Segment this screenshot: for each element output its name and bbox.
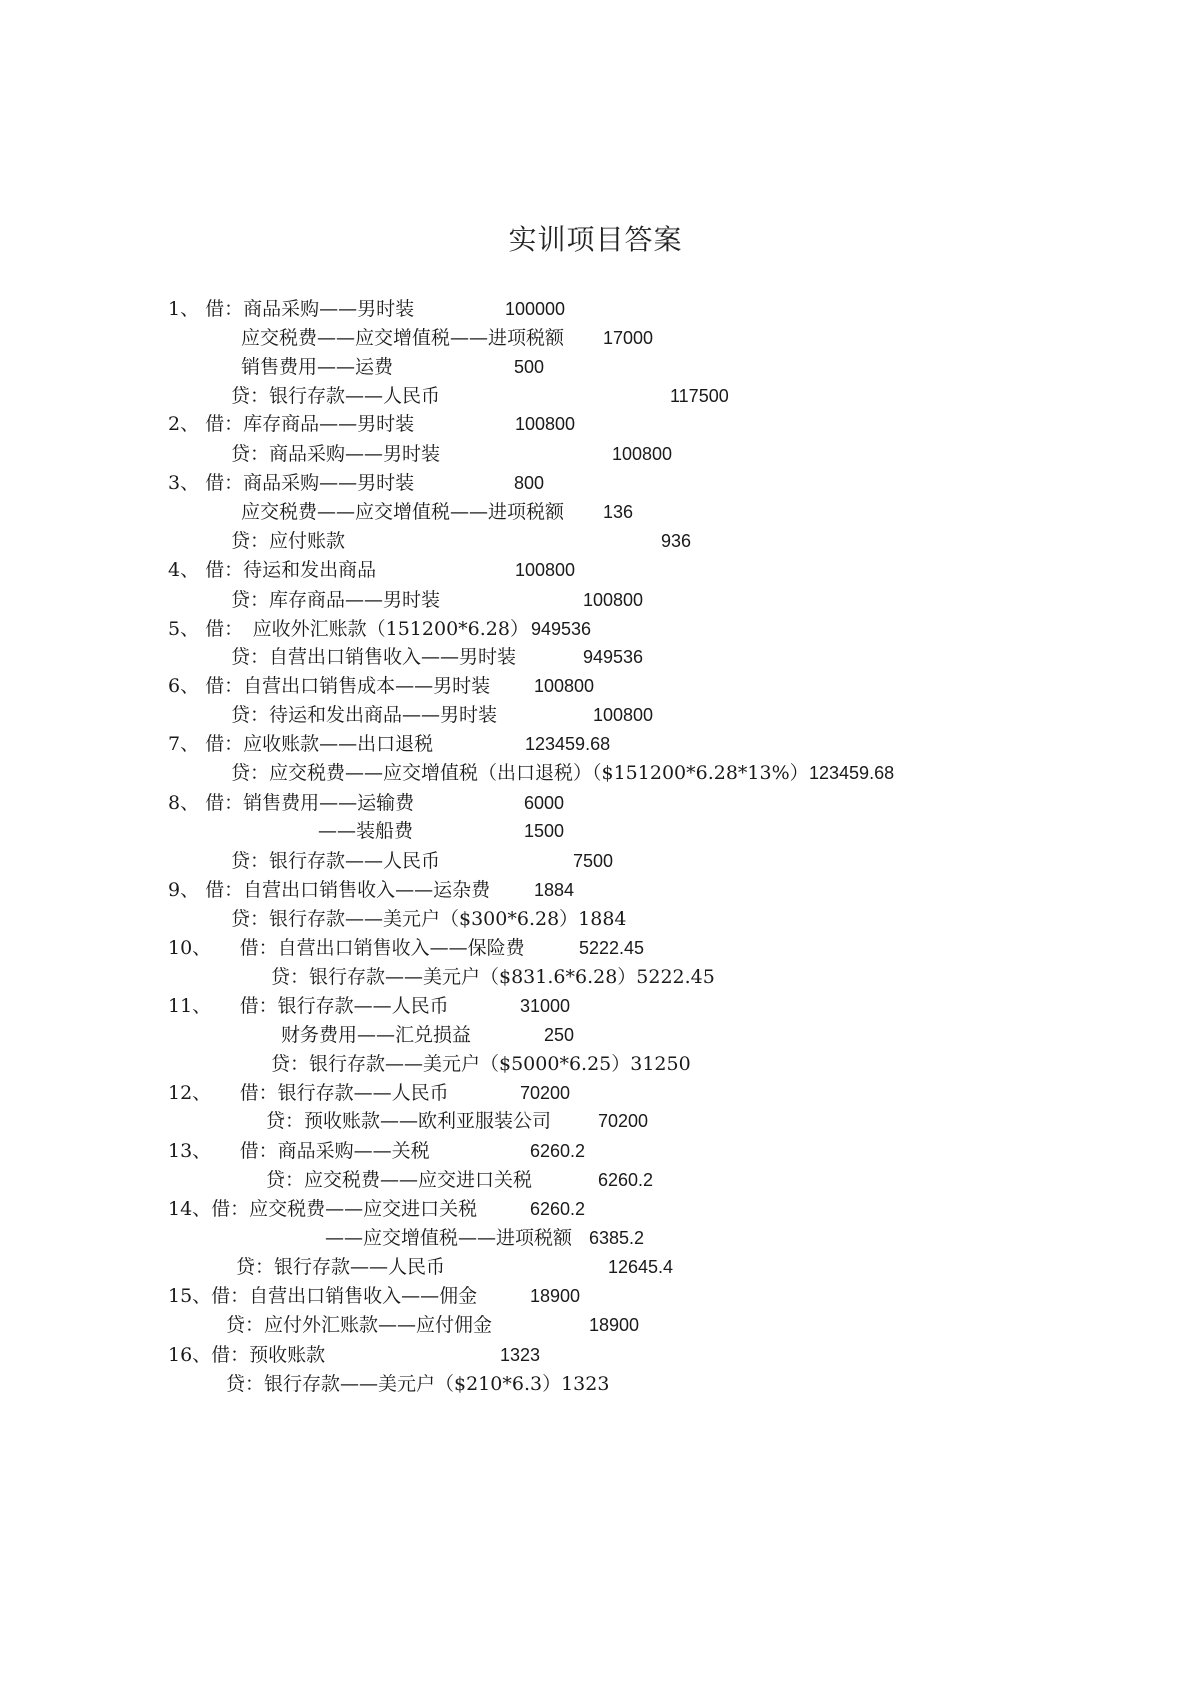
entry-amount: 500 (514, 357, 545, 377)
entry-amount: 100800 (534, 676, 595, 696)
entry-line (0, 295, 1191, 323)
page-title: 实训项目答案 (508, 223, 683, 256)
entry-line (0, 847, 1191, 875)
entry-line (0, 1253, 1191, 1281)
entry-line (0, 643, 1191, 671)
entry-amount: 6260.2 (530, 1199, 586, 1219)
entry-text: 贷：应付账款 (231, 530, 346, 552)
entry-line (0, 1079, 1191, 1107)
entry-line (0, 876, 1191, 904)
entry-text: 贷：应交税费——应交进口关税 (266, 1169, 533, 1191)
entry-line (0, 1224, 1191, 1252)
entry-line (0, 1370, 1191, 1398)
entry-text: 贷：银行存款——人民币 (236, 1256, 446, 1278)
entry-text: 4、 借：待运和发出商品 (168, 559, 377, 581)
entry-text: 1、 借：商品采购——男时装 (168, 298, 415, 320)
entry-line (0, 382, 1191, 410)
entry-text: 贷：银行存款——美元户（$831.6*6.28）5222.45 (271, 966, 715, 988)
entry-text: 贷：库存商品——男时装 (231, 589, 441, 611)
entry-amount: 250 (544, 1025, 575, 1045)
entry-line (0, 353, 1191, 381)
entry-amount: 6385.2 (589, 1228, 645, 1248)
entry-amount: 18900 (589, 1315, 640, 1335)
entry-line (0, 701, 1191, 729)
entry-amount: 100800 (515, 414, 576, 434)
entry-amount: 136 (603, 502, 634, 522)
entry-amount: 7500 (573, 851, 614, 871)
entry-text: 13、 借：商品采购——关税 (168, 1140, 430, 1162)
entry-amount: 12645.4 (608, 1257, 674, 1277)
entry-text: 3、 借：商品采购——男时装 (168, 472, 415, 494)
entry-amount: 123459.68 (525, 734, 611, 754)
entry-amount: 949536 (583, 647, 644, 667)
entry-text: 贷：自营出口销售收入——男时装 (231, 646, 517, 668)
entry-amount: 100000 (505, 299, 566, 319)
entry-line (0, 410, 1191, 438)
entry-line (0, 1107, 1191, 1135)
entry-text: 贷：预收账款——欧利亚服装公司 (266, 1110, 552, 1132)
entry-line (0, 615, 1191, 643)
entry-line (0, 498, 1191, 526)
entry-line (0, 1166, 1191, 1194)
entry-amount: 1323 (500, 1345, 541, 1365)
entry-line (0, 469, 1191, 497)
entry-line (0, 324, 1191, 352)
entry-line (0, 759, 1191, 787)
entry-text: 8、 借：销售费用——运输费 (168, 792, 415, 814)
entry-amount: 70200 (598, 1111, 649, 1131)
entry-line (0, 1050, 1191, 1078)
entry-amount: 100800 (583, 590, 644, 610)
entry-text: 12、 借：银行存款——人民币 (168, 1082, 449, 1104)
entry-amount: 6260.2 (598, 1170, 654, 1190)
entry-text: 应交税费——应交增值税——进项税额 (241, 501, 565, 523)
entry-line (0, 992, 1191, 1020)
entry-line (0, 905, 1191, 933)
entry-line (0, 672, 1191, 700)
entry-amount: 100800 (515, 560, 576, 580)
entry-text: 应交税费——应交增值税——进项税额 (241, 327, 565, 349)
entry-amount: 18900 (530, 1286, 581, 1306)
entry-text: 贷：待运和发出商品——男时装 (231, 704, 498, 726)
entry-amount: 31000 (520, 996, 571, 1016)
entry-line (0, 556, 1191, 584)
entry-amount: 17000 (603, 328, 654, 348)
entry-text: 贷：银行存款——人民币 (231, 385, 441, 407)
entry-text: 贷：应交税费——应交增值税（出口退税）（$151200*6.28*13%） (231, 762, 809, 784)
entry-text: 14、借：应交税费——应交进口关税 (168, 1198, 478, 1220)
entry-line (0, 1195, 1191, 1223)
entry-text: 贷：商品采购——男时装 (231, 443, 441, 465)
entry-amount: 6000 (524, 793, 565, 813)
entry-amount: 949536 (531, 619, 592, 639)
entry-amount: 100800 (593, 705, 654, 725)
entry-text: ——应交增值税——进项税额 (325, 1227, 573, 1249)
entry-text: 7、 借：应收账款——出口退税 (168, 733, 434, 755)
entry-line (0, 1137, 1191, 1165)
entry-text: 2、 借：库存商品——男时装 (168, 413, 415, 435)
entry-text: 贷：应付外汇账款——应付佣金 (226, 1314, 493, 1336)
entry-amount: 123459.68 (809, 763, 895, 783)
entry-text: 贷：银行存款——人民币 (231, 850, 441, 872)
entry-amount: 70200 (520, 1083, 571, 1103)
entry-text: 销售费用——运费 (241, 356, 394, 378)
entry-line (0, 934, 1191, 962)
entry-line (0, 730, 1191, 758)
entry-text: 9、 借：自营出口销售收入——运杂费 (168, 879, 491, 901)
entry-text: 贷：银行存款——美元户（$300*6.28）1884 (231, 908, 627, 930)
entry-line (0, 1282, 1191, 1310)
entry-text: ——装船费 (318, 820, 414, 842)
entry-amount: 5222.45 (579, 938, 645, 958)
entry-amount: 1500 (524, 821, 565, 841)
entry-line (0, 789, 1191, 817)
entry-text: 5、 借： 应收外汇账款（151200*6.28） (168, 618, 529, 640)
entry-line (0, 1021, 1191, 1049)
entry-text: 16、借：预收账款 (168, 1344, 326, 1366)
entry-text: 11、 借：银行存款——人民币 (168, 995, 449, 1017)
entry-text: 10、 借：自营出口销售收入——保险费 (168, 937, 525, 959)
entry-amount: 6260.2 (530, 1141, 586, 1161)
entry-text: 贷：银行存款——美元户（$210*6.3）1323 (226, 1373, 610, 1395)
entry-amount: 800 (514, 473, 545, 493)
entry-amount: 100800 (612, 444, 673, 464)
entry-line (0, 1311, 1191, 1339)
entry-line (0, 440, 1191, 468)
entry-line (0, 527, 1191, 555)
entry-line (0, 817, 1191, 845)
entry-line (0, 1341, 1191, 1369)
entry-line (0, 586, 1191, 614)
entry-amount: 1884 (534, 880, 575, 900)
entry-text: 6、 借：自营出口销售成本——男时装 (168, 675, 491, 697)
entry-amount: 936 (661, 531, 692, 551)
entry-text: 财务费用——汇兑损益 (281, 1024, 472, 1046)
entry-line (0, 963, 1191, 991)
entry-text: 贷：银行存款——美元户（$5000*6.25）31250 (271, 1053, 691, 1075)
entry-amount: 117500 (670, 386, 729, 406)
entry-text: 15、借：自营出口销售收入——佣金 (168, 1285, 478, 1307)
